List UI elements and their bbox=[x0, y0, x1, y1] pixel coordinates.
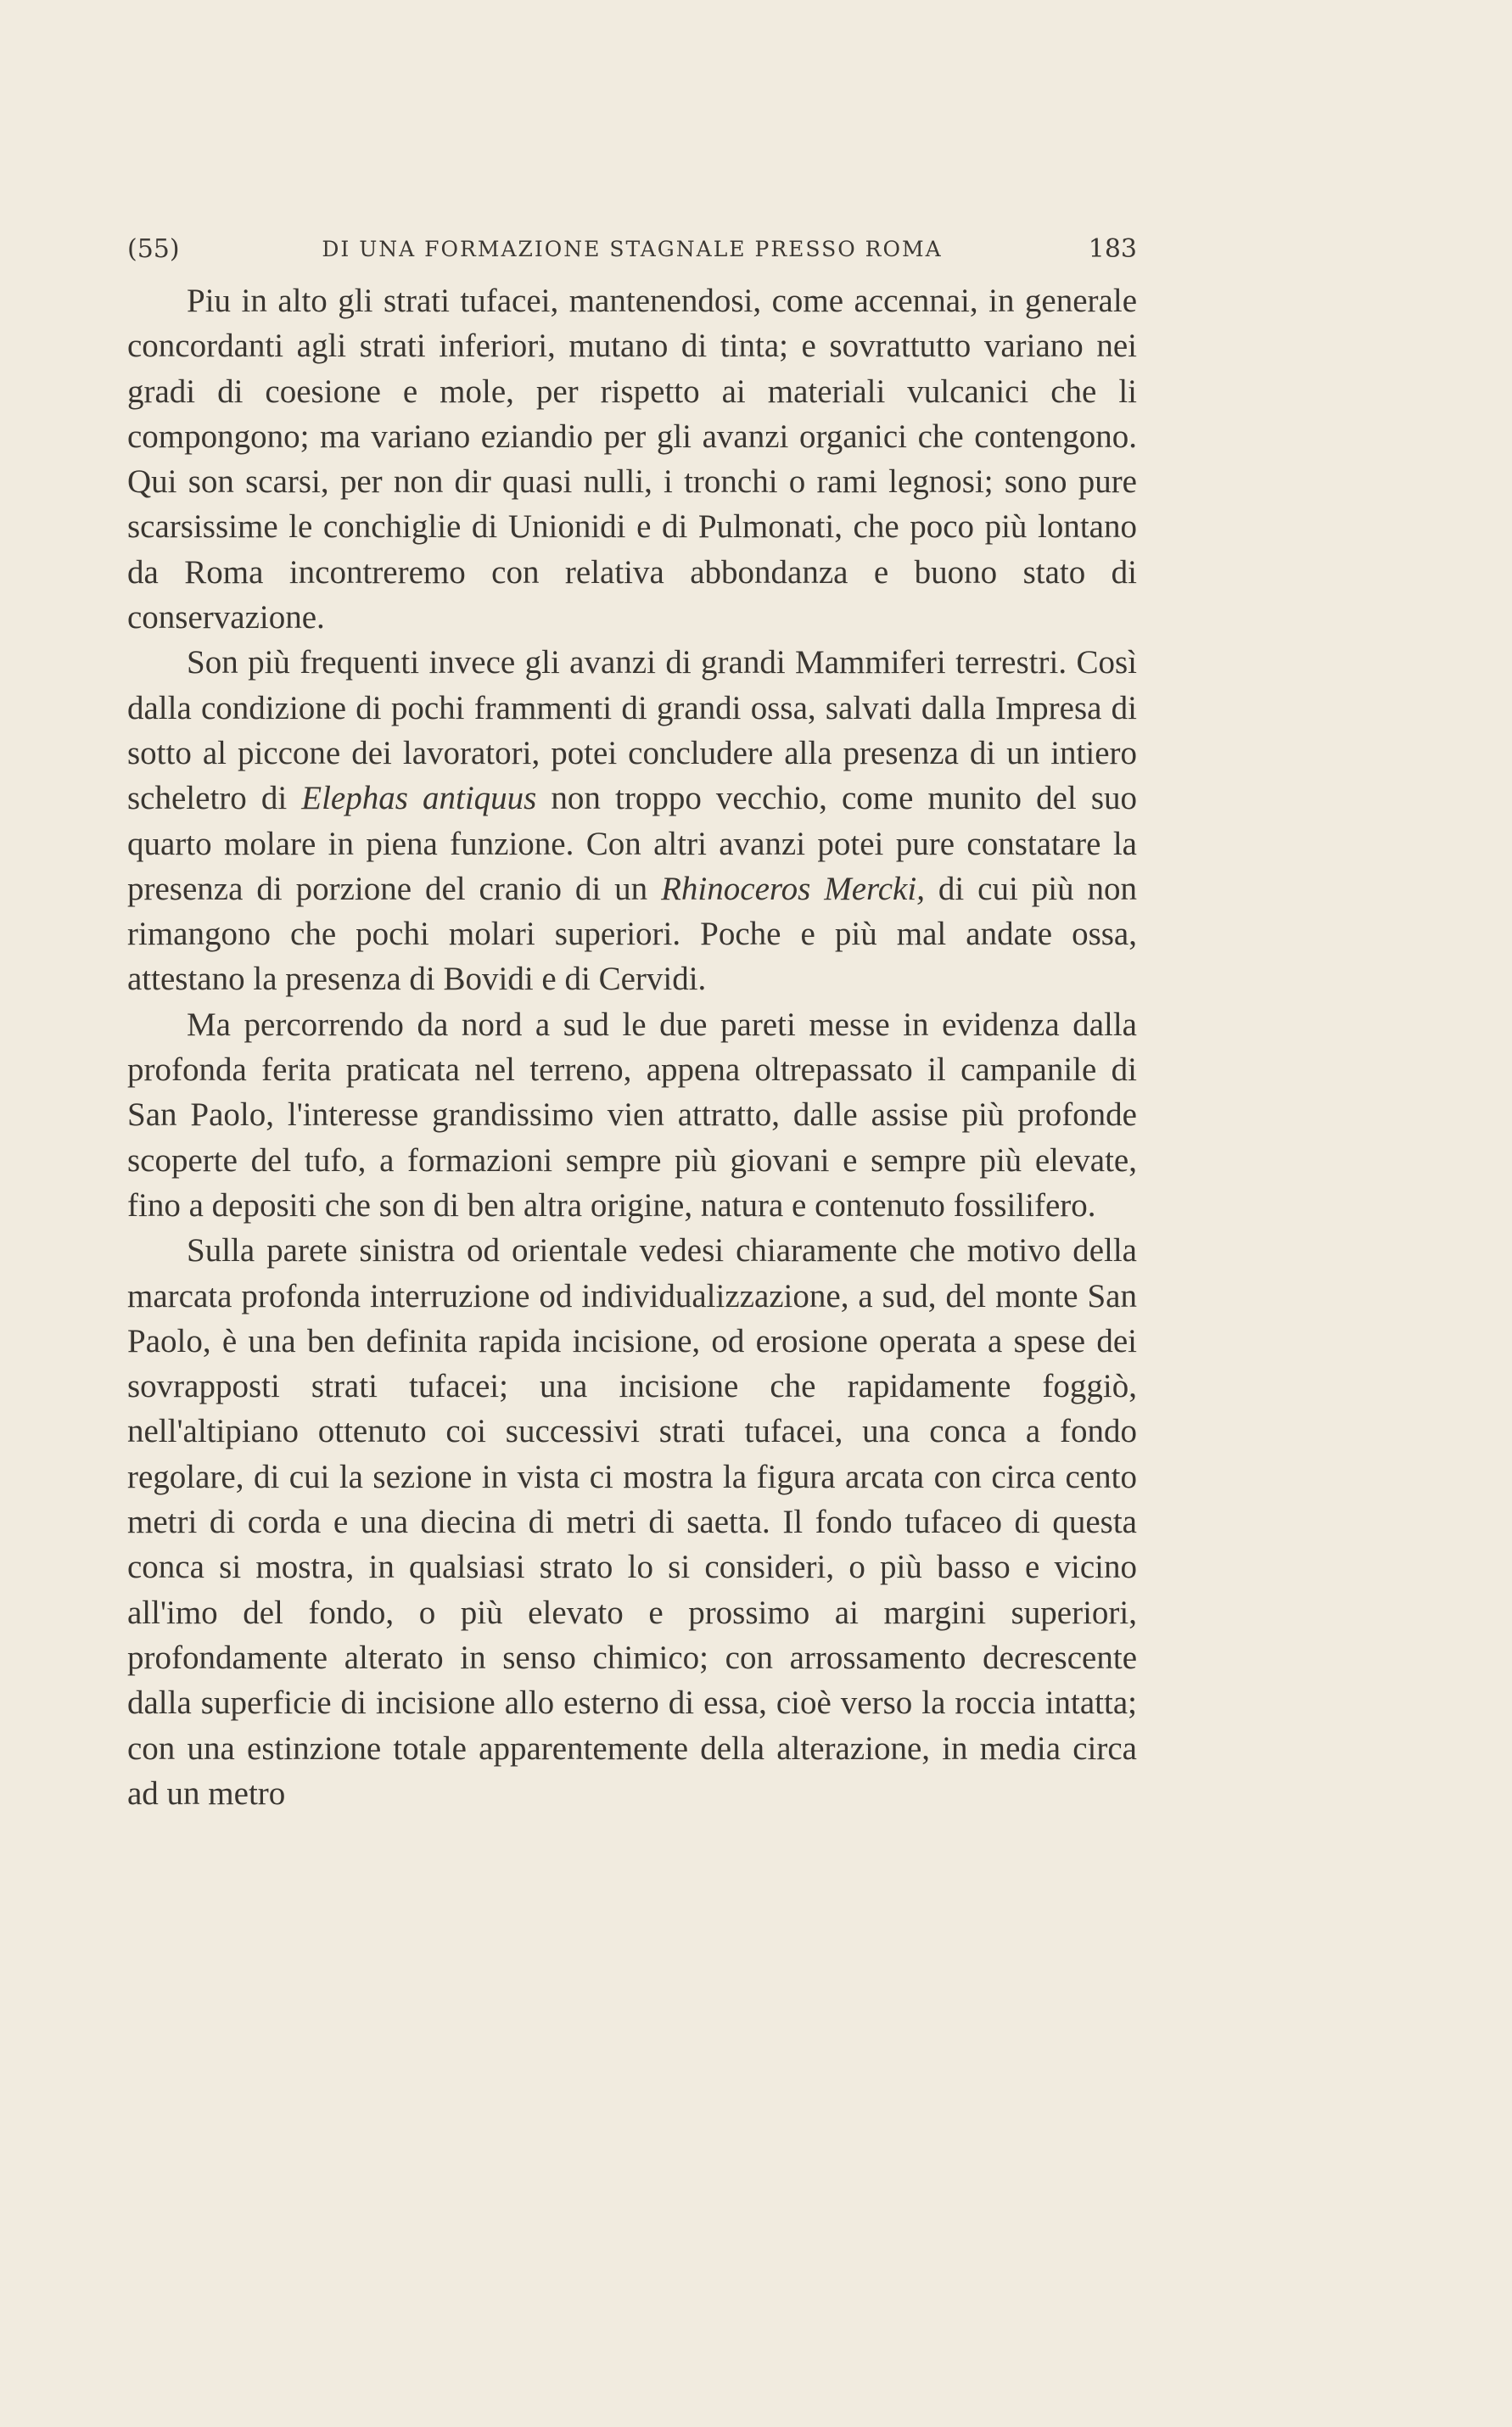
paragraph-3: Ma percorrendo da nord a sud le due pareti messe in evidenza dalla profonda ferita praticata nel terreno, appena oltrepassato il campanile di San Paolo, l'interesse grandissimo vien attratto, dalle assise più profonde scoperte del tufo, a formazioni sempre più giovani e sempre più elevate, fino a depositi che son di ben altra origine, natura e contenuto fossilifero. bbox=[127, 1006, 1137, 1224]
paragraph-2 bbox=[127, 640, 1137, 1001]
body-text bbox=[127, 278, 1137, 1816]
document-page bbox=[127, 227, 1137, 1816]
paragraph-1: Piu in alto gli strati tufacei, mantenendosi, come accennai, in generale concordanti agli strati inferiori, mutano di tinta; e sovrattutto variano nei gradi di coesione e mole, per rispetto ai materiali vulcanici che li compongono; ma variano eziandio per gli avanzi organici che contengono. Qui son scarsi, per non dir quasi nulli, i tronchi o rami legnosi; sono pure scarsissime le conchiglie di Unionidi e di Pulmonati, che poco più lontano da Roma incontreremo con relativa abbondanza e buono stato di conservazione. bbox=[127, 283, 1137, 636]
species-name-rhinoceros: Rhinoceros Mercki, bbox=[661, 870, 925, 907]
running-header bbox=[127, 227, 1137, 272]
species-name-elephas: Elephas antiquus bbox=[301, 780, 537, 817]
paragraph-2-text-b: non troppo vecchio, come munito del suo quarto molare in piena funzione. Con altri avanzi potei pure constatare la presenza di porzione del cranio di un bbox=[127, 780, 1138, 907]
paragraph-2-text-a: Son più frequenti invece gli avanzi di grandi Mammiferi terrestri. Così dalla condizione di pochi frammenti di grandi ossa, salvati dalla Impresa di sotto al piccone dei lavoratori, potei concludere alla presenza di un intiero scheletro di bbox=[127, 644, 1137, 817]
running-title: DI UNA FORMAZIONE STAGNALE PRESSO ROMA bbox=[322, 237, 943, 261]
page-number: 183 bbox=[1088, 234, 1137, 264]
section-number: (55) bbox=[127, 234, 180, 264]
paragraph-4: Sulla parete sinistra od orientale vedesi chiaramente che motivo della marcata profonda interruzione od individualizzazione, a sud, del monte San Paolo, è una ben definita rapida incisione, od erosione operata a spese dei sovrapposti strati tufacei; una incisione che rapidamente foggiò, nell'altipiano ottenuto coi successivi strati tufacei, una conca a fondo regolare, di cui la sezione in vista ci mostra la figura arcata con circa cento metri di corda e una diecina di metri di saetta. Il fondo tufaceo di questa conca si mostra, in qualsiasi strato lo si consideri, o più basso e vicino all'imo del fondo, o più elevato e prossimo ai margini superiori, profondamente alterato in senso chimico; con arrossamento decrescente dalla superficie di incisione allo esterno di essa, cioè verso la roccia intatta; con una estinzione totale apparentemente della alterazione, in media circa ad un metro bbox=[127, 1232, 1137, 1812]
paragraph-2-text-c: di cui più non rimangono che pochi molari superiori. Poche e più mal andate ossa, attestano la presenza di Bovidi e di Cervidi. bbox=[127, 870, 1137, 998]
